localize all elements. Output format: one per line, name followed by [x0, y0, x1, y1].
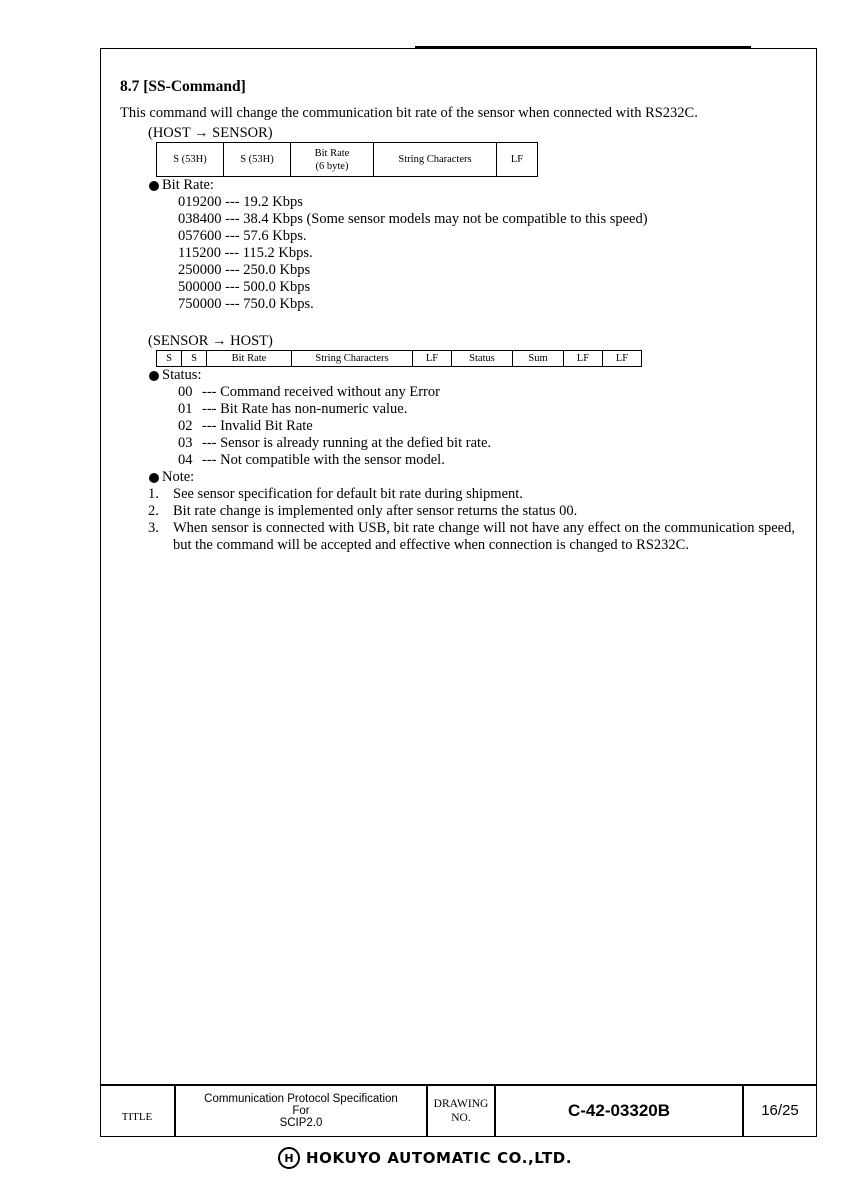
status-code: 04	[178, 452, 193, 468]
bit-rate-item: 038400 --- 38.4 Kbps (Some sensor models may not be compatible to this speed)	[178, 211, 648, 227]
bullet-icon	[149, 473, 159, 483]
packet-cell: LF	[497, 143, 538, 177]
hokuyo-logo-icon	[278, 1147, 300, 1169]
bit-rate-item: 057600 --- 57.6 Kbps.	[178, 228, 307, 244]
sensor-to-host-label: (SENSOR → HOST)	[148, 333, 273, 349]
packet-cell: String Characters	[292, 351, 413, 367]
host-to-sensor-label: (HOST → SENSOR)	[148, 125, 273, 141]
bit-rate-item: 500000 --- 500.0 Kbps	[178, 279, 311, 295]
note-text: When sensor is connected with USB, bit rate change will not have any effect on the communication speed, but the command will be accepted and effective when connection is changed to RS232C.	[173, 520, 795, 553]
packet-cell-bit-rate	[291, 143, 374, 177]
bit-rate-item: 250000 --- 250.0 Kbps	[178, 262, 311, 278]
packet-cell: LF	[564, 351, 603, 367]
page-content	[120, 78, 800, 554]
section-heading: 8.7 [SS-Command]	[120, 78, 246, 95]
document-title	[176, 1084, 426, 1137]
note-item	[140, 503, 800, 520]
document-title-line: Communication Protocol Specification	[204, 1092, 398, 1105]
note-number: 2.	[148, 503, 159, 519]
note-list	[140, 486, 800, 554]
bullet-icon	[149, 371, 159, 381]
title-label: TITLE	[121, 1110, 153, 1123]
note-item	[140, 520, 800, 554]
bullet-icon	[149, 181, 159, 191]
status-label: Status:	[162, 367, 202, 383]
status-text: --- Bit Rate has non-numeric value.	[202, 401, 408, 417]
status-text: --- Invalid Bit Rate	[202, 418, 313, 434]
note-text: See sensor specification for default bit rate during shipment.	[173, 486, 523, 502]
document-title-line: SCIP2.0	[279, 1116, 323, 1129]
status-code: 00	[178, 384, 193, 400]
host-to-sensor-packet-table	[156, 142, 538, 177]
note-text: Bit rate change is implemented only after sensor returns the status 00.	[173, 503, 578, 519]
company-name: HOKUYO AUTOMATIC CO.,LTD.	[306, 1149, 573, 1167]
page-number: 16/25	[761, 1102, 799, 1119]
title-block	[100, 1084, 817, 1137]
drawing-label-line: DRAWING	[433, 1097, 489, 1110]
company-logo	[278, 1146, 584, 1170]
packet-cell: LF	[413, 351, 452, 367]
note-number: 3.	[148, 520, 159, 536]
sensor-to-host-packet-table	[156, 350, 642, 367]
status-text: --- Sensor is already running at the defied bit rate.	[202, 435, 492, 451]
bit-rate-item: 750000 --- 750.0 Kbps.	[178, 296, 314, 312]
status-item	[178, 452, 800, 469]
status-list	[178, 384, 800, 469]
packet-cell: S (53H)	[224, 143, 291, 177]
packet-cell-line: Bit Rate	[314, 147, 350, 159]
packet-cell: S (53H)	[157, 143, 224, 177]
drawing-label-line: NO.	[451, 1111, 471, 1124]
bit-rate-bullet	[149, 177, 800, 194]
status-item	[178, 401, 800, 418]
status-item	[178, 384, 800, 401]
packet-cell-line: (6 byte)	[315, 160, 349, 172]
bit-rate-item: 115200 --- 115.2 Kbps.	[178, 245, 313, 261]
packet-cell: String Characters	[374, 143, 497, 177]
note-bullet	[149, 469, 800, 486]
packet-cell: LF	[603, 351, 642, 367]
note-label: Note:	[162, 469, 195, 485]
status-item	[178, 418, 800, 435]
status-item	[178, 435, 800, 452]
packet-cell: S	[182, 351, 207, 367]
section-intro: This command will change the communication bit rate of the sensor when connected with RS232C.	[120, 105, 698, 121]
packet-cell: Sum	[513, 351, 564, 367]
drawing-number: C-42-03320B	[567, 1100, 671, 1120]
note-number: 1.	[148, 486, 159, 502]
packet-cell: Bit Rate	[207, 351, 292, 367]
bit-rate-list	[178, 194, 800, 313]
drawing-label	[428, 1084, 494, 1137]
status-code: 03	[178, 435, 193, 451]
note-item	[140, 486, 800, 503]
packet-cell: S	[157, 351, 182, 367]
document-title-line: For	[292, 1104, 310, 1117]
status-text: --- Command received without any Error	[202, 384, 440, 400]
logo-mark-letter: H	[284, 1151, 294, 1165]
bit-rate-item: 019200 --- 19.2 Kbps	[178, 194, 303, 210]
bit-rate-label: Bit Rate:	[162, 177, 214, 193]
status-code: 02	[178, 418, 193, 434]
packet-cell: Status	[452, 351, 513, 367]
status-code: 01	[178, 401, 193, 417]
status-text: --- Not compatible with the sensor model.	[202, 452, 445, 468]
status-bullet	[149, 367, 800, 384]
